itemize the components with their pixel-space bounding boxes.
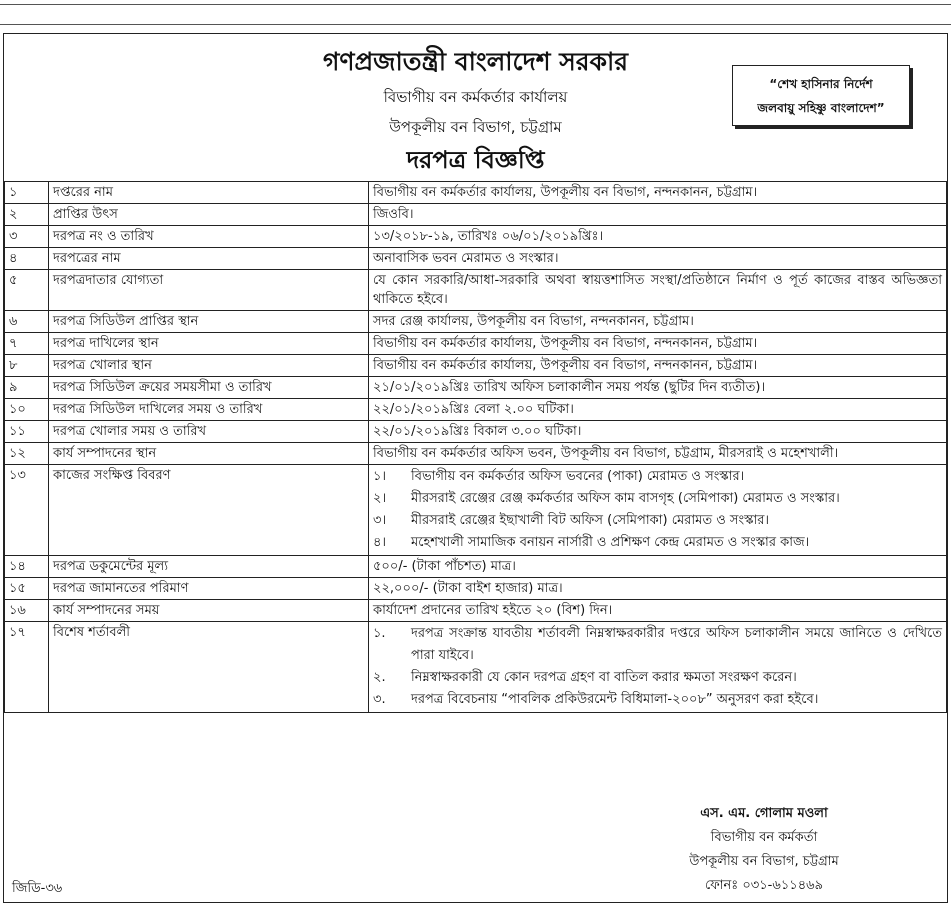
item-number: ১। xyxy=(373,469,387,484)
signature-block xyxy=(644,802,884,898)
item-number: ৩। xyxy=(373,513,387,528)
signatory-name: এস. এম. গোলাম মওলা xyxy=(700,806,828,821)
table-row xyxy=(5,270,947,311)
special-conditions-list xyxy=(369,622,947,713)
row-number: ১৫ xyxy=(5,578,49,600)
table-row xyxy=(5,355,947,377)
slogan-line-1: “শেখ হাসিনার নির্দেশ xyxy=(769,77,873,91)
table-row xyxy=(5,399,947,421)
list-item xyxy=(373,532,942,554)
row-number: ১৩ xyxy=(5,465,49,556)
item-text: দরপত্র বিবেচনায় “পাবলিক প্রকিউরমেন্ট বিধিমালা-২০০৮” অনুসরণ করা হইবে। xyxy=(411,692,819,707)
tender-table xyxy=(4,181,947,713)
row-value: যে কোন সরকারি/আধা-সরকারি অথবা স্বায়ত্তশাসিত সংস্থা/প্রতিষ্ঠানে নির্মাণ ও পূর্ত কাজের বাস্তব অভিজ্ঞতা থাকিতে হইবে। xyxy=(369,270,947,311)
row-label: দরপত্র জামানতের পরিমাণ xyxy=(49,578,369,600)
row-value: জিওবি। xyxy=(369,204,947,226)
tender-notice xyxy=(3,33,948,903)
office-name: বিভাগীয় বন কর্মকর্তার কার্যালয় xyxy=(383,88,568,106)
table-row xyxy=(5,578,947,600)
table-row xyxy=(5,443,947,465)
row-number: ৯ xyxy=(5,377,49,399)
row-value: বিভাগীয় বন কর্মকর্তার কার্যালয়, উপকূলীয় বন বিভাগ, নন্দনকানন, চট্টগ্রাম। xyxy=(369,333,947,355)
row-value: ২১/০১/২০১৯খ্রিঃ তারিখ অফিস চলাকালীন সময় পর্যন্ত (ছুটির দিন ব্যতীত)। xyxy=(369,377,947,399)
row-number: ১২ xyxy=(5,443,49,465)
row-value: ৫০০/- (টাকা পাঁচশত) মাত্র। xyxy=(369,556,947,578)
row-label: দরপত্র ডকুমেন্টের মূল্য xyxy=(49,556,369,578)
row-number: ৫ xyxy=(5,270,49,311)
row-number: ১৪ xyxy=(5,556,49,578)
signatory-designation: বিভাগীয় বন কর্মকর্তা xyxy=(710,830,818,845)
list-item xyxy=(373,623,942,667)
list-item xyxy=(373,488,942,510)
item-text: দরপত্র সংক্রান্ত যাবতীয় শর্তাবলী নিম্নস্বাক্ষরকারীর দপ্তরে অফিস চলাকালীন সময়ে জানিতে ও দেখিতে পারা যাইবে। xyxy=(411,626,942,663)
top-rule xyxy=(0,4,951,5)
item-number: ৪। xyxy=(373,535,387,550)
row-value: বিভাগীয় বন কর্মকর্তার কার্যালয়, উপকূলীয় বন বিভাগ, নন্দনকানন, চট্টগ্রাম। xyxy=(369,355,947,377)
row-label: দরপত্র খোলার সময় ও তারিখ xyxy=(49,421,369,443)
row-label: দরপত্র দাখিলের স্থান xyxy=(49,333,369,355)
gd-number: জিডি-৩৬ xyxy=(12,881,63,896)
row-number: ৭ xyxy=(5,333,49,355)
table-row xyxy=(5,377,947,399)
list-item xyxy=(373,510,942,532)
row-number: ১ xyxy=(5,182,49,204)
row-number: ৮ xyxy=(5,355,49,377)
item-text: বিভাগীয় বন কর্মকর্তার অফিস ভবনের (পাকা) মেরামত ও সংস্কার। xyxy=(411,469,745,484)
table-row xyxy=(5,421,947,443)
row-value: সদর রেঞ্জ কার্যালয়, উপকূলীয় বন বিভাগ, নন্দনকানন, চট্টগ্রাম। xyxy=(369,311,947,333)
row-label: প্রাপ্তির উৎস xyxy=(49,204,369,226)
signatory-phone: ফোনঃ ০৩১-৬১১৪৬৯ xyxy=(704,878,824,893)
top-rule-2 xyxy=(0,24,951,25)
slogan-line-2: জলবায়ু সহিষ্ণু বাংলাদেশ” xyxy=(757,101,885,115)
row-label: কাজের সংক্ষিপ্ত বিবরণ xyxy=(49,465,369,556)
row-number: ৪ xyxy=(5,248,49,270)
slogan-box xyxy=(732,65,910,126)
row-value: কার্যাদেশ প্রদানের তারিখ হইতে ২০ (বিশ) দিন। xyxy=(369,600,947,622)
row-value: অনাবাসিক ভবন মেরামত ও সংস্কার। xyxy=(369,248,947,270)
row-label: দপ্তরের নাম xyxy=(49,182,369,204)
table-row xyxy=(5,226,947,248)
row-number: ৬ xyxy=(5,311,49,333)
work-description-list xyxy=(369,465,947,556)
item-number: ১. xyxy=(373,626,386,641)
signatory-division: উপকূলীয় বন বিভাগ, চট্টগ্রাম xyxy=(689,854,839,869)
row-number: ১৭ xyxy=(5,622,49,713)
table-row xyxy=(5,622,947,713)
table-row xyxy=(5,556,947,578)
row-number: ১১ xyxy=(5,421,49,443)
row-label: দরপত্র সিডিউল দাখিলের সময় ও তারিখ xyxy=(49,399,369,421)
row-label: বিশেষ শর্তাবলী xyxy=(49,622,369,713)
table-row xyxy=(5,204,947,226)
row-label: দরপত্র সিডিউল প্রাপ্তির স্থান xyxy=(49,311,369,333)
table-row xyxy=(5,311,947,333)
row-value: বিভাগীয় বন কর্মকর্তার কার্যালয়, উপকূলীয় বন বিভাগ, নন্দনকানন, চট্টগ্রাম। xyxy=(369,182,947,204)
list-item xyxy=(373,466,942,488)
item-number: ২। xyxy=(373,491,387,506)
item-number: ৩. xyxy=(373,692,386,707)
table-row xyxy=(5,465,947,556)
row-label: দরপত্র সিডিউল ক্রয়ের সময়সীমা ও তারিখ xyxy=(49,377,369,399)
row-label: দরপত্রদাতার যোগ্যতা xyxy=(49,270,369,311)
row-label: কার্য সম্পাদনের সময় xyxy=(49,600,369,622)
item-text: মীরসরাই রেঞ্জের ইছাখালী বিট অফিস (সেমিপাকা) মেরামত ও সংস্কার। xyxy=(411,513,770,528)
row-number: ১৬ xyxy=(5,600,49,622)
table-row xyxy=(5,248,947,270)
notice-title: দরপত্র বিজ্ঞপ্তি xyxy=(406,145,545,174)
division-name: উপকূলীয় বন বিভাগ, চট্টগ্রাম xyxy=(389,118,562,136)
row-value: ২২/০১/২০১৯খ্রিঃ বিকাল ৩.০০ ঘটিকা। xyxy=(369,421,947,443)
row-label: কার্য সম্পাদনের স্থান xyxy=(49,443,369,465)
list-item xyxy=(373,689,942,711)
row-label: দরপত্র নং ও তারিখ xyxy=(49,226,369,248)
row-number: ২ xyxy=(5,204,49,226)
table-row xyxy=(5,333,947,355)
notice-header xyxy=(4,34,947,181)
row-number: ৩ xyxy=(5,226,49,248)
row-label: দরপত্রের নাম xyxy=(49,248,369,270)
government-name: গণপ্রজাতন্ত্রী বাংলাদেশ সরকার xyxy=(323,47,628,76)
row-value: বিভাগীয় বন কর্মকর্তার অফিস ভবন, উপকূলীয় বন বিভাগ, চট্টগ্রাম, মীরসরাই ও মহেশখালী। xyxy=(369,443,947,465)
item-text: মহেশখালী সামাজিক বনায়ন নার্সারী ও প্রশিক্ষণ কেন্দ্র মেরামত ও সংস্কার কাজ। xyxy=(411,535,810,550)
item-text: মীরসরাই রেঞ্জের রেঞ্জ কর্মকর্তার অফিস কাম বাসগৃহ (সেমিপাকা) মেরামত ও সংস্কার। xyxy=(411,491,840,506)
item-number: ২. xyxy=(373,670,386,685)
row-value: ২২/০১/২০১৯খ্রিঃ বেলা ২.০০ ঘটিকা। xyxy=(369,399,947,421)
row-value: ২২,০০০/- (টাকা বাইশ হাজার) মাত্র। xyxy=(369,578,947,600)
list-item xyxy=(373,667,942,689)
row-value: ১৩/২০১৮-১৯, তারিখঃ ০৬/০১/২০১৯খ্রিঃ। xyxy=(369,226,947,248)
table-row xyxy=(5,600,947,622)
table-row xyxy=(5,182,947,204)
item-text: নিম্নস্বাক্ষরকারী যে কোন দরপত্র গ্রহণ বা বাতিল করার ক্ষমতা সংরক্ষণ করেন। xyxy=(411,670,797,685)
row-number: ১০ xyxy=(5,399,49,421)
row-label: দরপত্র খোলার স্থান xyxy=(49,355,369,377)
